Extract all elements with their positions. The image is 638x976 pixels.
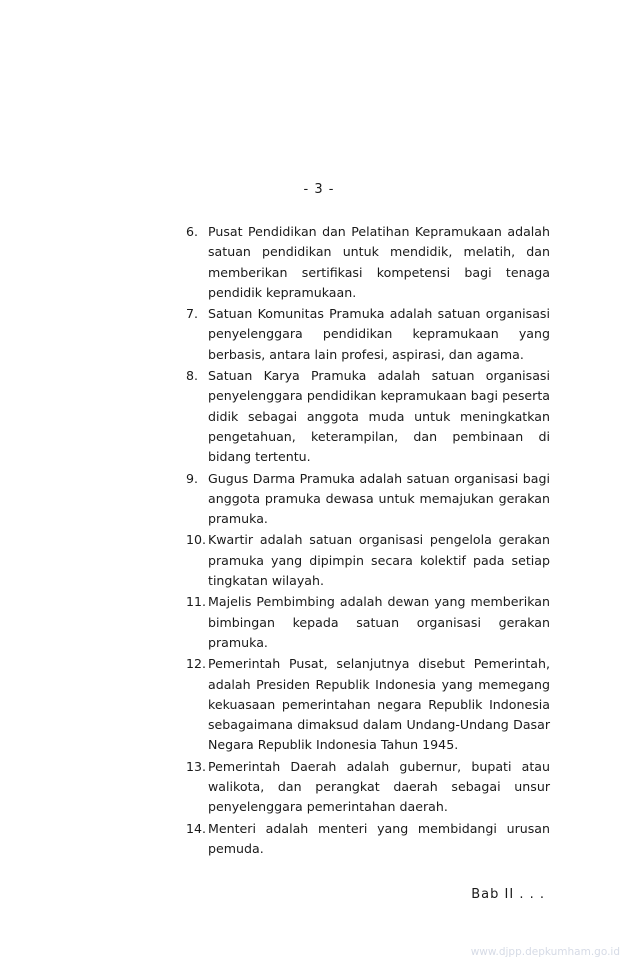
item-number: 13. <box>186 758 207 774</box>
list-item <box>186 592 550 653</box>
item-number: 7. <box>186 306 199 322</box>
item-text: Satuan Komunitas Pramuka adalah satuan organisasi penyelenggara pendidikan kepramukaan yang berbasis, antara lain profesi, aspirasi, dan agama. <box>208 306 550 362</box>
item-number: 14. <box>186 820 207 836</box>
item-text: Satuan Karya Pramuka adalah satuan organisasi penyelenggara pendidikan kepramukaan bagi peserta didik sebagai anggota muda untuk meningkatkan pengetahuan, keterampilan, dan pembinaan di bidang tertentu. <box>208 368 550 465</box>
item-text: Menteri adalah menteri yang membidangi urusan pemuda. <box>208 820 550 856</box>
list-item <box>186 819 550 860</box>
item-text: Majelis Pembimbing adalah dewan yang memberikan bimbingan kepada satuan organisasi gerakan pramuka. <box>208 594 550 650</box>
item-number: 10. <box>186 532 207 548</box>
item-text: Kwartir adalah satuan organisasi pengelola gerakan pramuka yang dipimpin secara kolektif pada setiap tingkatan wilayah. <box>208 532 550 589</box>
item-number: 12. <box>186 656 207 672</box>
item-text: Pemerintah Pusat, selanjutnya disebut Pemerintah, adalah Presiden Republik Indonesia yang memegang kekuasaan pemerintahan negara Republik Indonesia sebagaimana dimaksud dalam Undang-Undang Dasar Negara Republik Indonesia Tahun 1945. <box>208 656 550 753</box>
next-chapter-reference: Bab II . . . <box>471 887 545 902</box>
definition-list <box>186 222 550 860</box>
list-item <box>186 757 550 818</box>
list-item <box>186 304 550 365</box>
list-item <box>186 469 550 530</box>
item-text: Pusat Pendidikan dan Pelatihan Kepramukaan adalah satuan pendidikan untuk mendidik, melatih, dan memberikan sertifikasi kompetensi bagi tenaga pendidik kepramukaan. <box>208 224 550 300</box>
list-item <box>186 530 550 591</box>
source-watermark-link[interactable]: www.djpp.depkumham.go.id <box>470 946 620 958</box>
item-text: Pemerintah Daerah adalah gubernur, bupati atau walikota, dan perangkat daerah sebagai unsur penyelenggara pemerintahan daerah. <box>208 758 550 815</box>
list-item <box>186 366 550 467</box>
item-number: 8. <box>186 368 199 384</box>
item-text: Gugus Darma Pramuka adalah satuan organisasi bagi anggota pramuka dewasa untuk memajukan gerakan pramuka. <box>208 470 550 527</box>
list-item <box>186 654 550 755</box>
item-number: 6. <box>186 224 199 239</box>
item-number: 11. <box>186 594 207 610</box>
list-item <box>186 222 550 303</box>
page-number: - 3 - <box>303 182 335 197</box>
item-number: 9. <box>186 470 199 486</box>
